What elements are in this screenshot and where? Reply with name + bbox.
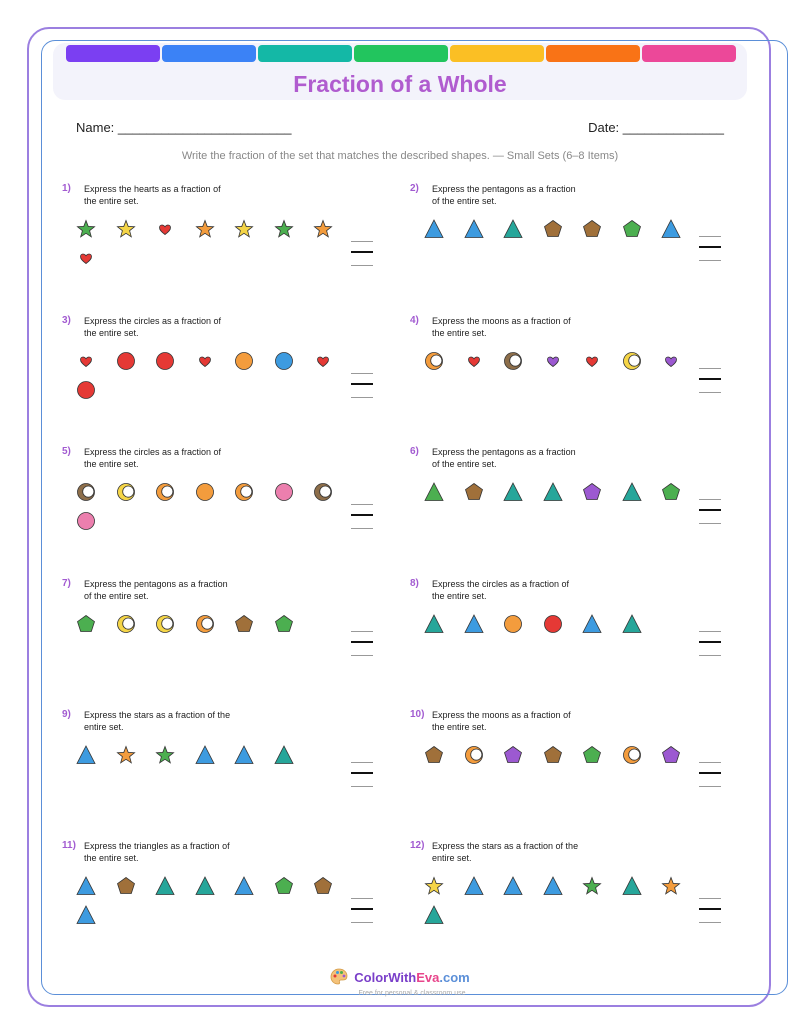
triangle-icon bbox=[502, 875, 524, 897]
pentagon-icon bbox=[581, 218, 603, 240]
problem-number: 2) bbox=[410, 183, 419, 194]
triangle-icon bbox=[621, 613, 643, 635]
heart-icon bbox=[463, 350, 485, 372]
problem-text: Express the hearts as a fraction of the entire set. bbox=[84, 184, 221, 206]
problem-7 bbox=[62, 578, 402, 698]
pentagon-icon bbox=[542, 218, 564, 240]
fraction-answer-blank[interactable] bbox=[351, 373, 373, 399]
triangle-icon bbox=[542, 875, 564, 897]
pentagon-icon bbox=[621, 218, 643, 240]
rainbow-band bbox=[66, 45, 736, 62]
problem-number: 1) bbox=[62, 183, 71, 194]
fraction-answer-blank[interactable] bbox=[699, 236, 721, 262]
circle-icon bbox=[273, 350, 295, 372]
moon-icon bbox=[154, 613, 176, 635]
triangle-icon bbox=[463, 875, 485, 897]
star-icon bbox=[154, 744, 176, 766]
name-field: Name: ________________________ bbox=[76, 120, 292, 135]
moon-icon bbox=[233, 481, 255, 503]
moon-icon bbox=[621, 350, 643, 372]
problem-number: 3) bbox=[62, 315, 71, 326]
heart-icon bbox=[660, 350, 682, 372]
band-segment bbox=[546, 45, 640, 62]
fraction-answer-blank[interactable] bbox=[351, 241, 373, 267]
pentagon-icon bbox=[581, 744, 603, 766]
circle-icon bbox=[502, 613, 524, 635]
problem-number: 10) bbox=[410, 709, 425, 720]
brand-logo-text: ColorWithEva.com bbox=[354, 969, 470, 985]
heart-icon bbox=[581, 350, 603, 372]
problem-4 bbox=[410, 315, 750, 435]
pentagon-icon bbox=[581, 481, 603, 503]
band-segment bbox=[450, 45, 544, 62]
problem-9 bbox=[62, 709, 402, 829]
circle-icon bbox=[115, 350, 137, 372]
star-icon bbox=[581, 875, 603, 897]
problem-number: 8) bbox=[410, 578, 419, 589]
heart-icon bbox=[154, 218, 176, 240]
moon-icon bbox=[115, 613, 137, 635]
problem-text: Express the pentagons as a fraction of the entire set. bbox=[432, 447, 576, 469]
problem-2 bbox=[410, 183, 750, 303]
problem-number: 12) bbox=[410, 840, 425, 851]
circle-icon bbox=[542, 613, 564, 635]
triangle-icon bbox=[75, 904, 97, 926]
problem-number: 7) bbox=[62, 578, 71, 589]
date-field: Date: ______________ bbox=[588, 120, 724, 135]
star-icon bbox=[194, 218, 216, 240]
heart-icon bbox=[75, 350, 97, 372]
problem-text: Express the pentagons as a fraction of the entire set. bbox=[432, 184, 576, 206]
palette-icon bbox=[330, 968, 348, 986]
band-segment bbox=[642, 45, 736, 62]
circle-icon bbox=[194, 481, 216, 503]
pentagon-icon bbox=[463, 481, 485, 503]
pentagon-icon bbox=[273, 613, 295, 635]
problem-12 bbox=[410, 840, 750, 960]
problem-5 bbox=[62, 446, 402, 566]
band-segment bbox=[354, 45, 448, 62]
triangle-icon bbox=[194, 875, 216, 897]
triangle-icon bbox=[423, 218, 445, 240]
triangle-icon bbox=[621, 875, 643, 897]
problem-number: 4) bbox=[410, 315, 419, 326]
star-icon bbox=[75, 218, 97, 240]
band-segment bbox=[66, 45, 160, 62]
triangle-icon bbox=[423, 613, 445, 635]
moon-icon bbox=[115, 481, 137, 503]
problem-11 bbox=[62, 840, 402, 960]
pentagon-icon bbox=[502, 744, 524, 766]
problem-8 bbox=[410, 578, 750, 698]
fraction-answer-blank[interactable] bbox=[351, 631, 373, 657]
fraction-answer-blank[interactable] bbox=[699, 368, 721, 394]
pentagon-icon bbox=[660, 481, 682, 503]
fraction-answer-blank[interactable] bbox=[351, 504, 373, 530]
problem-text: Express the moons as a fraction of the entire set. bbox=[432, 710, 571, 732]
problem-text: Express the stars as a fraction of the entire set. bbox=[432, 841, 579, 863]
fraction-answer-blank[interactable] bbox=[351, 762, 373, 788]
triangle-icon bbox=[75, 744, 97, 766]
triangle-icon bbox=[194, 744, 216, 766]
triangle-icon bbox=[233, 744, 255, 766]
circle-icon bbox=[75, 510, 97, 532]
footer bbox=[0, 968, 800, 997]
instructions: Write the fraction of the set that matches the described shapes. — Small Sets (6–8 Items) bbox=[181, 150, 619, 162]
problem-number: 9) bbox=[62, 709, 71, 720]
fraction-answer-blank[interactable] bbox=[351, 898, 373, 924]
triangle-icon bbox=[660, 218, 682, 240]
problem-number: 6) bbox=[410, 446, 419, 457]
heart-icon bbox=[312, 350, 334, 372]
problem-text: Express the moons as a fraction of the entire set. bbox=[432, 316, 571, 338]
star-icon bbox=[115, 218, 137, 240]
circle-icon bbox=[233, 350, 255, 372]
star-icon bbox=[660, 875, 682, 897]
triangle-icon bbox=[463, 613, 485, 635]
page-title: Fraction of a Whole bbox=[293, 71, 507, 97]
fraction-answer-blank[interactable] bbox=[699, 631, 721, 657]
pentagon-icon bbox=[312, 875, 334, 897]
problem-10 bbox=[410, 709, 750, 829]
circle-icon bbox=[273, 481, 295, 503]
fraction-answer-blank[interactable] bbox=[699, 762, 721, 788]
problem-1 bbox=[62, 183, 402, 303]
star-icon bbox=[423, 875, 445, 897]
heart-icon bbox=[75, 247, 97, 269]
pentagon-icon bbox=[233, 613, 255, 635]
star-icon bbox=[273, 218, 295, 240]
band-segment bbox=[258, 45, 352, 62]
pentagon-icon bbox=[660, 744, 682, 766]
triangle-icon bbox=[423, 481, 445, 503]
problem-number: 11) bbox=[62, 840, 76, 851]
problem-text: Express the circles as a fraction of the entire set. bbox=[84, 316, 222, 338]
triangle-icon bbox=[502, 218, 524, 240]
star-icon bbox=[115, 744, 137, 766]
fraction-answer-blank[interactable] bbox=[699, 499, 721, 525]
problem-6 bbox=[410, 446, 750, 566]
pentagon-icon bbox=[273, 875, 295, 897]
problem-text: Express the circles as a fraction of the entire set. bbox=[84, 447, 222, 469]
triangle-icon bbox=[463, 218, 485, 240]
triangle-icon bbox=[423, 904, 445, 926]
triangle-icon bbox=[154, 875, 176, 897]
triangle-icon bbox=[621, 481, 643, 503]
triangle-icon bbox=[233, 875, 255, 897]
problem-text: Express the triangles as a fraction of the entire set. bbox=[84, 841, 230, 863]
pentagon-icon bbox=[423, 744, 445, 766]
triangle-icon bbox=[581, 613, 603, 635]
footer-subtitle: Free for personal & classroom use bbox=[358, 990, 466, 997]
moon-icon bbox=[312, 481, 334, 503]
triangle-icon bbox=[273, 744, 295, 766]
pentagon-icon bbox=[75, 613, 97, 635]
triangle-icon bbox=[502, 481, 524, 503]
triangle-icon bbox=[75, 875, 97, 897]
circle-icon bbox=[154, 350, 176, 372]
problem-text: Express the stars as a fraction of the entire set. bbox=[84, 710, 231, 732]
problem-3 bbox=[62, 315, 402, 435]
moon-icon bbox=[621, 744, 643, 766]
circle-icon bbox=[75, 379, 97, 401]
pentagon-icon bbox=[542, 744, 564, 766]
star-icon bbox=[312, 218, 334, 240]
star-icon bbox=[233, 218, 255, 240]
problem-text: Express the circles as a fraction of the entire set. bbox=[432, 579, 570, 601]
band-segment bbox=[162, 45, 256, 62]
pentagon-icon bbox=[115, 875, 137, 897]
problem-number: 5) bbox=[62, 446, 71, 457]
moon-icon bbox=[502, 350, 524, 372]
moon-icon bbox=[75, 481, 97, 503]
triangle-icon bbox=[542, 481, 564, 503]
heart-icon bbox=[194, 350, 216, 372]
fraction-answer-blank[interactable] bbox=[699, 898, 721, 924]
moon-icon bbox=[194, 613, 216, 635]
problem-text: Express the pentagons as a fraction of the entire set. bbox=[84, 579, 228, 601]
moon-icon bbox=[423, 350, 445, 372]
moon-icon bbox=[154, 481, 176, 503]
heart-icon bbox=[542, 350, 564, 372]
moon-icon bbox=[463, 744, 485, 766]
